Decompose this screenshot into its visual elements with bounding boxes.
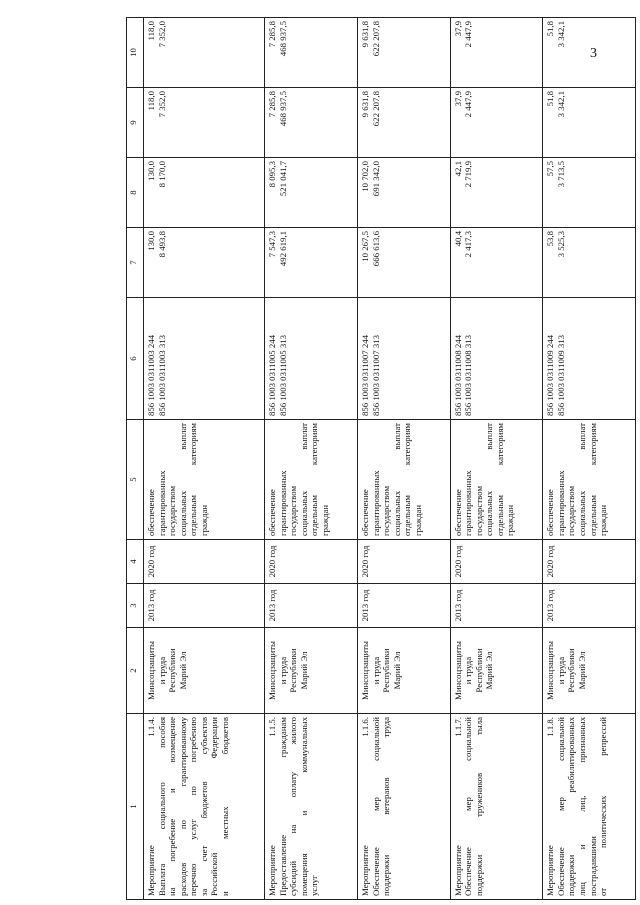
cell-line: Республики <box>288 648 299 693</box>
cell-line: 10 702,0 <box>359 161 370 192</box>
cell-line: 3 342,1 <box>555 21 566 48</box>
cell-line: Мероприятие 1.1.5. <box>267 717 278 896</box>
table-row <box>144 18 265 900</box>
start-year-cell <box>357 584 450 628</box>
cell-line: поддержки тружеников тыла <box>473 717 484 896</box>
cell-line: гарантированных <box>463 470 474 536</box>
cell-line: 130,0 <box>146 231 156 251</box>
cell-text: 2020 год <box>545 545 556 578</box>
cell-line: социальных выплат <box>298 423 309 536</box>
cell-line: 2 447,9 <box>463 21 474 48</box>
cell-line: Обеспечение мер социальной <box>555 717 566 896</box>
amount-cell <box>543 88 636 158</box>
cell-line: 51,8 <box>545 91 556 107</box>
cell-line: и труда <box>277 656 288 685</box>
cell-line: государством <box>381 485 392 536</box>
cell-line: 622 207,8 <box>370 91 381 127</box>
expected-result-cell <box>543 420 636 540</box>
cell-line: 468 937,5 <box>277 91 288 127</box>
column-header: 2 <box>127 628 144 714</box>
table-row <box>357 18 450 900</box>
cell-line: помещения и коммунальных <box>298 717 309 896</box>
cell-line: 2 719,9 <box>463 161 474 188</box>
cell-line: 856 1003 0311003 313 <box>156 334 167 416</box>
cell-line: 3 713,5 <box>555 161 566 188</box>
cell-line: 666 613,6 <box>370 231 381 267</box>
amount-cell <box>357 158 450 228</box>
cell-line: 7 285,8 <box>267 21 278 48</box>
amount-cell <box>450 88 543 158</box>
cell-line: Марий Эл <box>576 651 587 690</box>
cell-line: 51,8 <box>545 21 556 37</box>
cell-line: Республики <box>167 648 178 693</box>
cell-line: 8 170,0 <box>156 161 167 188</box>
cell-line: государством <box>473 485 484 536</box>
cell-text: 2020 год <box>359 545 370 578</box>
cell-line: 9 631,8 <box>359 21 370 48</box>
cell-line: Республики <box>473 648 484 693</box>
amount-cell <box>450 228 543 298</box>
cell-text: 2013 год <box>267 589 278 622</box>
cell-line: 492 619,1 <box>277 231 288 267</box>
column-header: 3 <box>127 584 144 628</box>
cell-line: Минсоцзащиты <box>452 641 463 700</box>
cell-line: 2 447,9 <box>463 91 474 118</box>
cell-line: за счет бюджетов субъектов <box>198 717 209 896</box>
cell-line: 856 1003 0311009 244 <box>545 334 556 416</box>
cell-line: перечню услуг по погребению <box>188 717 199 896</box>
cell-line: 3 342,1 <box>555 91 566 118</box>
cell-line: Марий Эл <box>298 651 309 690</box>
amount-cell <box>543 228 636 298</box>
amount-cell <box>450 18 543 88</box>
cell-line: Выплата социального пособия <box>156 717 167 896</box>
cell-text: 2013 год <box>146 589 156 622</box>
measure-cell <box>450 714 543 900</box>
amount-cell <box>144 88 265 158</box>
expected-result-cell <box>265 420 358 540</box>
executor-cell <box>357 628 450 714</box>
amount-cell <box>265 228 358 298</box>
executor-cell <box>144 628 265 714</box>
start-year-cell <box>543 584 636 628</box>
cell-line: отдельным категориям <box>309 423 320 536</box>
cell-line: 7 352,0 <box>156 21 167 48</box>
amount-cell <box>144 18 265 88</box>
cell-line: 521 041,7 <box>277 161 288 197</box>
cell-line: 856 1003 0311007 313 <box>370 334 381 416</box>
executor-cell <box>265 628 358 714</box>
cell-line: Мероприятие 1.1.4. <box>146 717 156 896</box>
cell-line: 118,0 <box>146 21 156 41</box>
cell-line: 856 1003 0311008 313 <box>463 334 474 416</box>
start-year-cell <box>450 584 543 628</box>
expected-result-cell <box>144 420 265 540</box>
cell-line: 53,8 <box>545 231 556 247</box>
table-row <box>265 18 358 900</box>
cell-line: 37,9 <box>452 91 463 107</box>
measure-cell <box>357 714 450 900</box>
cell-text: 2020 год <box>146 545 156 578</box>
document-stage <box>126 18 636 900</box>
column-header: 10 <box>127 18 144 88</box>
measure-cell <box>144 714 265 900</box>
cell-line: 622 207,8 <box>370 21 381 57</box>
column-header: 8 <box>127 158 144 228</box>
cell-text: 2013 год <box>545 589 556 622</box>
amount-cell <box>357 88 450 158</box>
budget-code-cell <box>450 298 543 420</box>
budget-code-cell <box>144 298 265 420</box>
cell-line: 57,5 <box>545 161 556 177</box>
column-header: 5 <box>127 420 144 540</box>
cell-line: Марий Эл <box>484 651 495 690</box>
cell-line: Обеспечение мер социальной <box>370 717 381 896</box>
cell-line: Республики <box>566 648 577 693</box>
amount-cell <box>357 228 450 298</box>
amount-cell <box>144 228 265 298</box>
cell-line: Мероприятие 1.1.7. <box>452 717 463 896</box>
column-header: 6 <box>127 298 144 420</box>
end-year-cell <box>357 540 450 584</box>
end-year-cell <box>144 540 265 584</box>
cell-line: Минсоцзащиты <box>545 641 556 700</box>
cell-line: 691 342,0 <box>370 161 381 197</box>
column-header: 9 <box>127 88 144 158</box>
cell-line: на погребение и возмещение <box>167 717 178 896</box>
cell-line: и местных бюджетов <box>219 717 230 896</box>
amount-cell <box>450 158 543 228</box>
budget-code-cell <box>265 298 358 420</box>
cell-line: гарантированных <box>370 470 381 536</box>
cell-line: услуг <box>309 875 320 896</box>
cell-line: граждан <box>198 504 209 536</box>
cell-line: Минсоцзащиты <box>267 641 278 700</box>
cell-line: и труда <box>370 656 381 685</box>
amount-cell <box>543 18 636 88</box>
cell-line: отдельным категориям <box>188 423 199 536</box>
amount-cell <box>543 158 636 228</box>
cell-line: обеспечение <box>452 489 463 536</box>
cell-line: 42,1 <box>452 161 463 177</box>
amount-cell <box>265 158 358 228</box>
cell-line: социальных выплат <box>391 423 402 536</box>
cell-text: 2013 год <box>359 589 370 622</box>
cell-line: 7 352,0 <box>156 91 167 118</box>
cell-line: 7 285,8 <box>267 91 278 118</box>
cell-line: 856 1003 0311009 313 <box>555 334 566 416</box>
cell-line: и труда <box>156 656 167 685</box>
cell-line: Марий Эл <box>177 651 188 690</box>
cell-line: гарантированных <box>555 470 566 536</box>
cell-line: отдельным категориям <box>494 423 505 536</box>
cell-line: гарантированных <box>156 470 167 536</box>
end-year-cell <box>543 540 636 584</box>
cell-line: и труда <box>463 656 474 685</box>
cell-line: социальных выплат <box>576 423 587 536</box>
cell-line: и труда <box>555 656 566 685</box>
cell-line: Марий Эл <box>391 651 402 690</box>
cell-line: от политических репрессий <box>598 717 609 896</box>
measure-cell <box>265 714 358 900</box>
cell-line: 8 095,3 <box>267 161 278 188</box>
cell-line: лиц и лиц, признанных <box>576 717 587 896</box>
cell-line: поддержки ветеранов труда <box>381 717 392 896</box>
cell-line: Мероприятие 1.1.6. <box>359 717 370 896</box>
page-number: 3 <box>590 46 597 61</box>
cell-line: 8 493,8 <box>156 231 167 258</box>
cell-line: 40,4 <box>452 231 463 247</box>
end-year-cell <box>265 540 358 584</box>
cell-line: 856 1003 0311003 244 <box>146 334 156 416</box>
program-measures-table <box>126 17 636 900</box>
rotated-table-wrapper <box>126 18 636 900</box>
cell-line: 9 631,8 <box>359 91 370 118</box>
cell-line: обеспечение <box>146 489 156 536</box>
table-row <box>450 18 543 900</box>
cell-line: государством <box>288 485 299 536</box>
cell-line: 7 547,3 <box>267 231 278 258</box>
budget-code-cell <box>357 298 450 420</box>
cell-line: граждан <box>320 504 331 536</box>
cell-line: 37,9 <box>452 21 463 37</box>
cell-line: граждан <box>505 504 516 536</box>
cell-line: 856 1003 0311005 244 <box>267 334 278 416</box>
cell-text: 2013 год <box>452 589 463 622</box>
cell-line: обеспечение <box>359 489 370 536</box>
cell-line: граждан <box>598 504 609 536</box>
cell-line: Минсоцзащиты <box>359 641 370 700</box>
cell-line: 10 267,5 <box>359 231 370 262</box>
cell-line: Мероприятие 1.1.8. <box>545 717 556 896</box>
amount-cell <box>265 88 358 158</box>
cell-line: 468 937,5 <box>277 21 288 57</box>
expected-result-cell <box>357 420 450 540</box>
cell-line: граждан <box>412 504 423 536</box>
executor-cell <box>543 628 636 714</box>
cell-line: обеспечение <box>267 489 278 536</box>
cell-text: 2020 год <box>452 545 463 578</box>
measure-cell <box>543 714 636 900</box>
cell-line: поддержки реабилитированных <box>566 717 577 896</box>
amount-cell <box>357 18 450 88</box>
cell-line: отдельным категориям <box>402 423 413 536</box>
cell-line: 856 1003 0311007 244 <box>359 334 370 416</box>
column-header: 4 <box>127 540 144 584</box>
budget-code-cell <box>543 298 636 420</box>
cell-line: 118,0 <box>146 91 156 111</box>
executor-cell <box>450 628 543 714</box>
expected-result-cell <box>450 420 543 540</box>
end-year-cell <box>450 540 543 584</box>
cell-text: 2020 год <box>267 545 278 578</box>
start-year-cell <box>144 584 265 628</box>
cell-line: Предоставление гражданам <box>277 717 288 896</box>
column-header: 1 <box>127 714 144 900</box>
amount-cell <box>144 158 265 228</box>
cell-line: государством <box>167 485 178 536</box>
cell-line: расходов по гарантированному <box>177 717 188 896</box>
cell-line: 2 417,3 <box>463 231 474 258</box>
cell-line: Минсоцзащиты <box>146 641 156 700</box>
cell-line: Российской Федерации <box>209 717 220 896</box>
cell-line: отдельным категориям <box>587 423 598 536</box>
cell-line: 856 1003 0311005 313 <box>277 334 288 416</box>
cell-line: социальных выплат <box>177 423 188 536</box>
cell-line: Обеспечение мер социальной <box>463 717 474 896</box>
cell-line: Республики <box>381 648 392 693</box>
cell-line: обеспечение <box>545 489 556 536</box>
start-year-cell <box>265 584 358 628</box>
cell-line: субсидий на оплату жилого <box>288 717 299 896</box>
header-row <box>127 18 144 900</box>
column-header: 7 <box>127 228 144 298</box>
cell-line: 856 1003 0311008 244 <box>452 334 463 416</box>
cell-line: социальных выплат <box>484 423 495 536</box>
cell-line: пострадавшими <box>587 836 598 896</box>
table-row <box>543 18 636 900</box>
cell-line: 130,0 <box>146 161 156 181</box>
table-body <box>144 18 636 900</box>
amount-cell <box>265 18 358 88</box>
cell-line: 3 525,3 <box>555 231 566 258</box>
cell-line: государством <box>566 485 577 536</box>
cell-line: гарантированных <box>277 470 288 536</box>
